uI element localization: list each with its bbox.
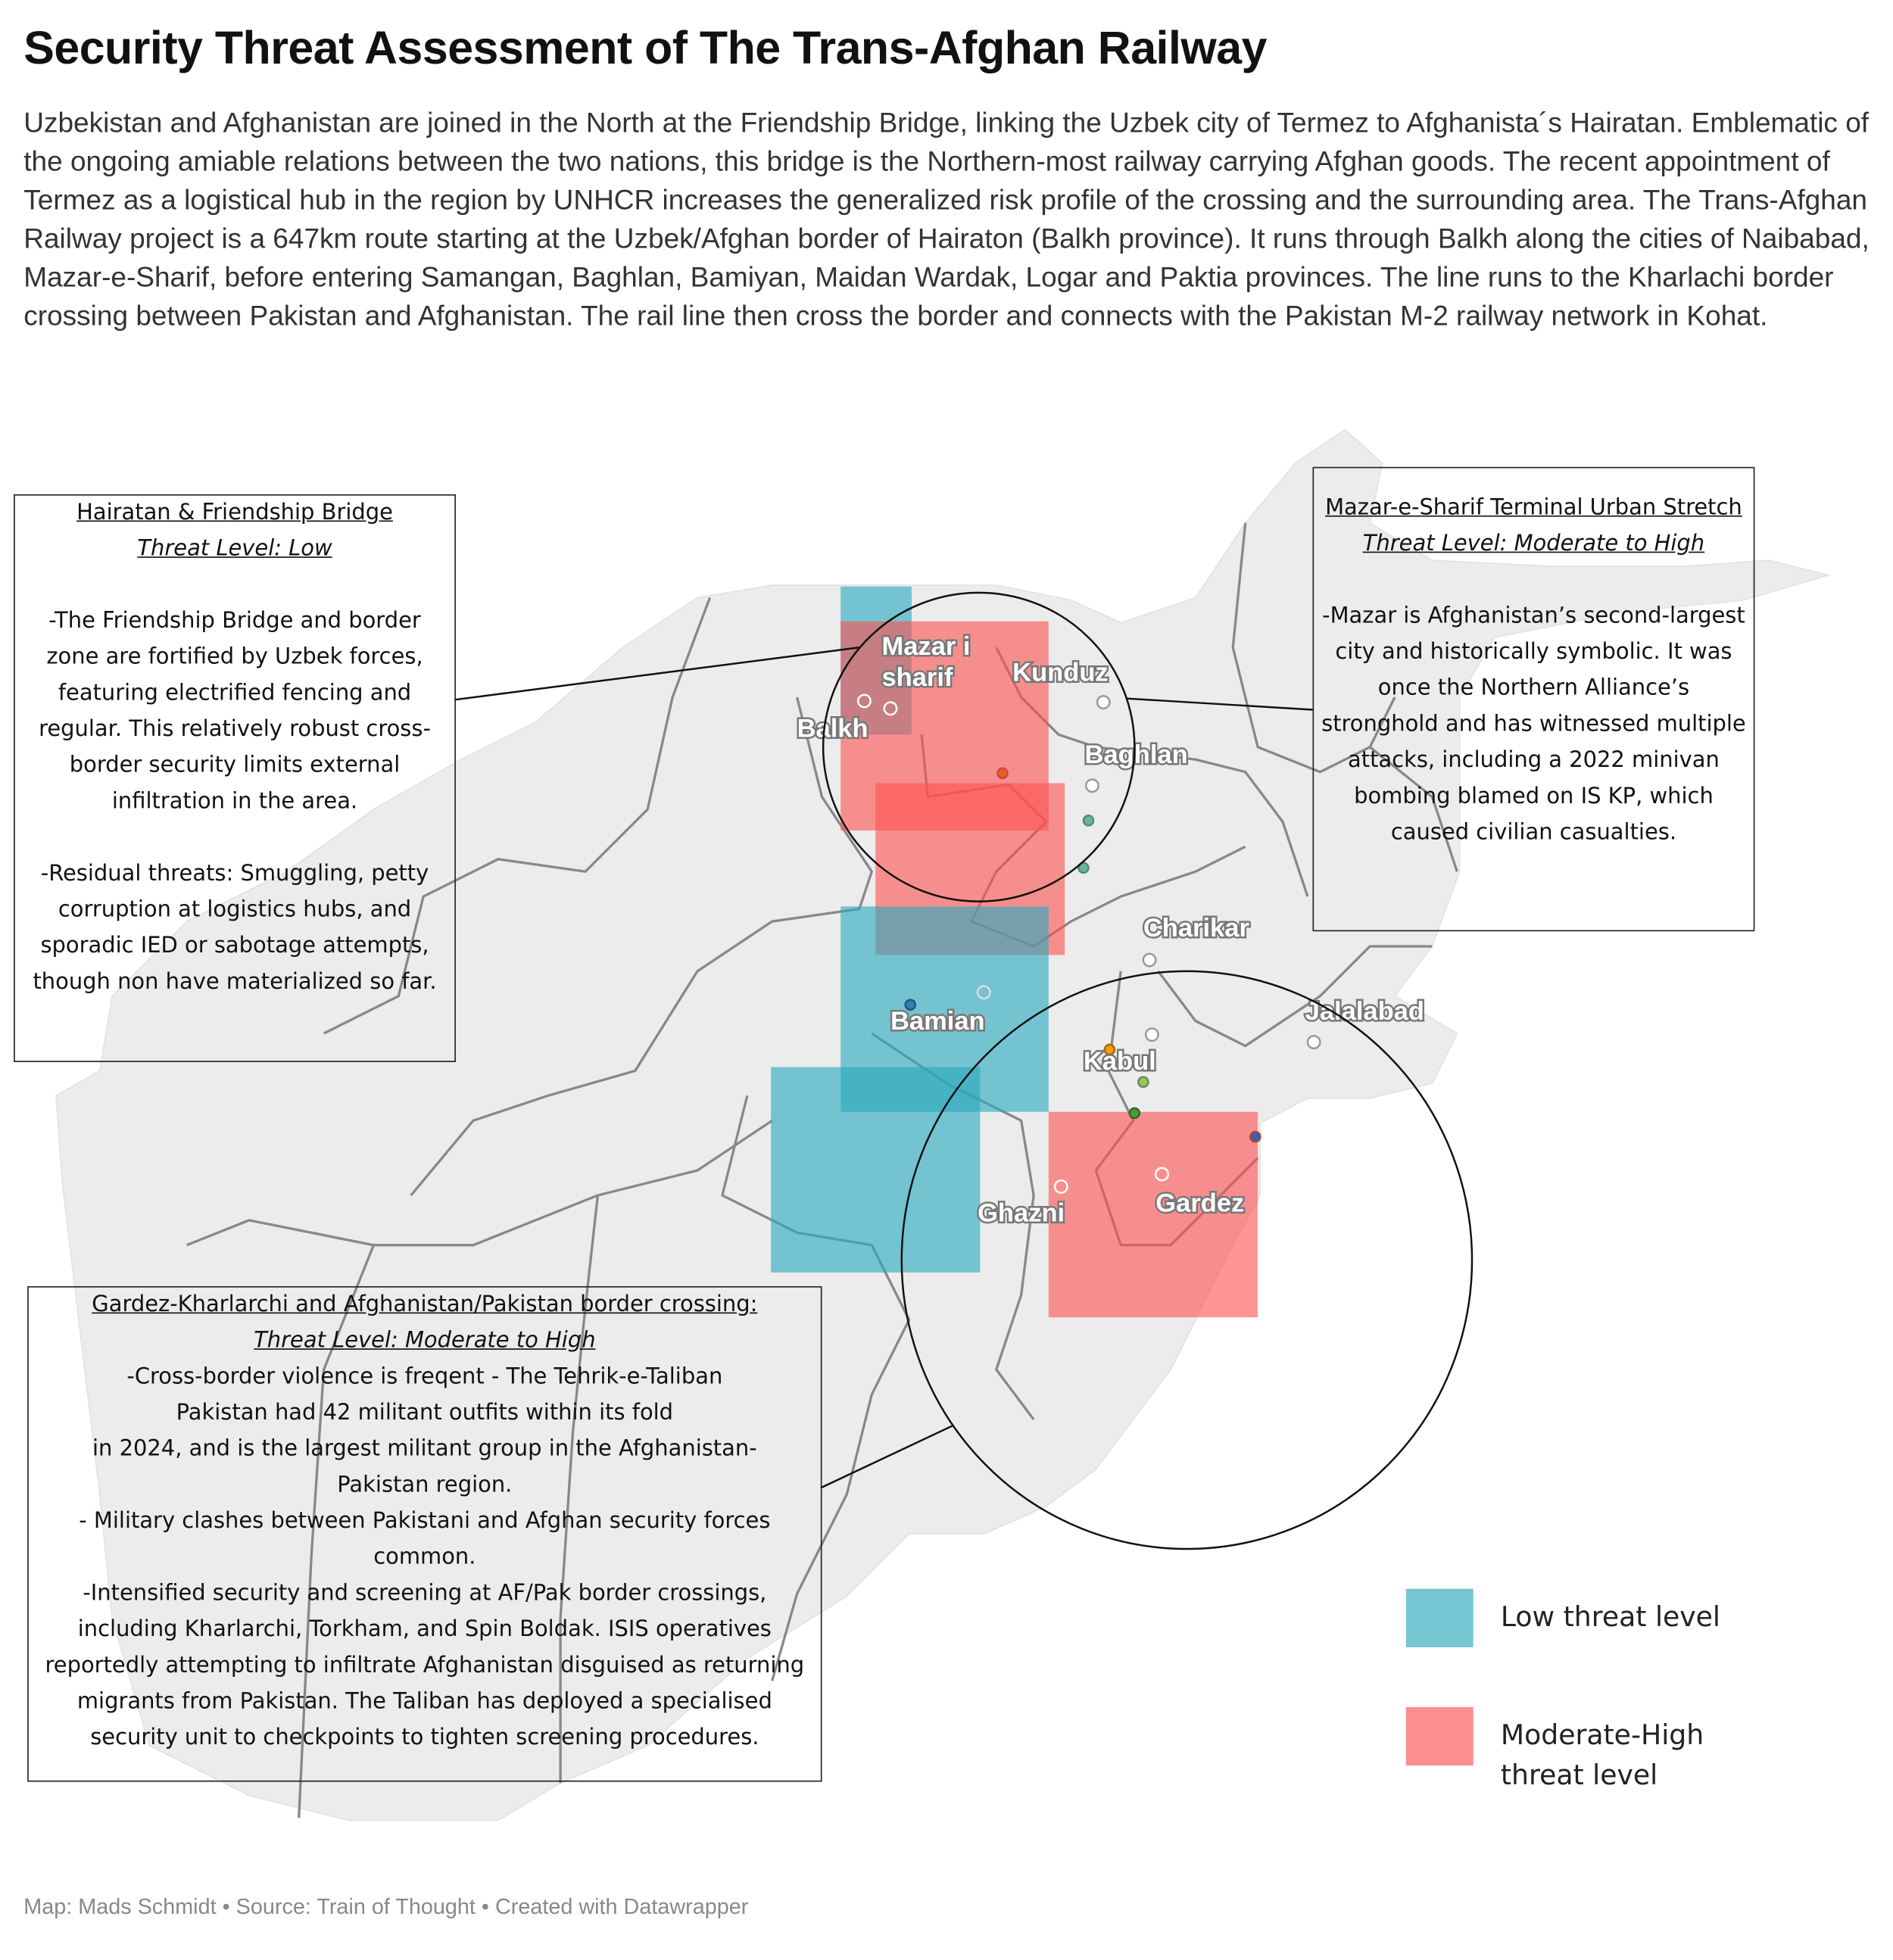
annotation-box-hairatan [14, 494, 456, 1062]
city-label-gardez: Gardez [1155, 1189, 1245, 1218]
annotation-box-mazar [1313, 467, 1755, 931]
city-label-baghlan: Baghlan [1084, 740, 1188, 770]
box-heading: Mazar-e-Sharif Terminal Urban Stretch [1325, 495, 1742, 521]
box-threat-level: Threat Level: Moderate to High [254, 1328, 596, 1354]
legend-swatch-high [1406, 1707, 1474, 1765]
city-label-mazar-1: Mazar i [881, 632, 971, 662]
city-label-jalalabad: Jalalabad [1305, 997, 1424, 1027]
box-text: -Intensified security and screening at AF/Pak border crossings, including Kharlarchi, Torkham, and Spin Boldak. ISIS operatives reportedly attempting to infiltrate Afghanistan disguised as returning migrants from Pakistan. The Taliban has deployed a specialised security unit to checkpoints to tighten screening procedures. [45, 1581, 805, 1751]
box-threat-level: Threat Level: Moderate to High [1362, 531, 1705, 557]
legend-label-low: Low threat level [1500, 1602, 1720, 1634]
legend-label-high: Moderate-High threat level [1500, 1720, 1704, 1792]
box-threat-level: Threat Level: Low [137, 536, 332, 562]
box-text: -Residual threats: Smuggling, petty corruption at logistics hubs, and sporadic IED or sabotage attempts, though non have materialized so far. [33, 862, 437, 996]
city-label-mazar-2: sharif [881, 663, 953, 693]
city-label-charikar: Charikar [1143, 913, 1249, 943]
box-heading: Hairatan & Friendship Bridge [76, 500, 393, 526]
annotation-box-gardez [27, 1286, 822, 1782]
box-text: -The Friendship Bridge and border zone are fortified by Uzbek forces, featuring electrified fencing and regular. This relatively robust cross-border security limits external infiltration in the area. [39, 609, 431, 815]
intro-paragraph: Uzbekistan and Afghanistan are joined in the North at the Friendship Bridge, linking the Uzbek city of Termez to Afghanista´s Hairatan. Emblematic of the ongoing amiable relations between the two nations, this bridge is the Northern-most railway carrying Afghan goods. The recent appointment of Termez as a logistical hub in the region by UNHCR increases the generalized risk profile of the crossing and the surrounding area. The Trans-Afghan Railway project is a 647km route starting at the Uzbek/Afghan border of Hairaton (Balkh province). It runs through Balkh along the cities of Naibabad, Mazar-e-Sharif, before entering Samangan, Baghlan, Bamiyan, Maidan Wardak, Logar and Paktia provinces. The line runs to the Kharlachi border crossing between Pakistan and Afghanistan. The rail line then cross the border and connects with the Pakistan M-2 railway network in Kohat. [23, 107, 1870, 332]
legend-swatch-low [1406, 1589, 1474, 1647]
city-label-bamian: Bamian [890, 1007, 985, 1036]
low-zone-wardak [771, 1067, 980, 1273]
city-label-balkh: Balkh [797, 714, 869, 743]
box-text: - Military clashes between Pakistani and Afghan security forces common. [79, 1509, 771, 1570]
box-text: -Mazar is Afghanistan’s second-largest city and historically symbolic. It was once the Northern Alliance’s stronghold and has witnessed multiple attacks, including a 2022 minivan bombing blamed on IS KP, which caused civilian casualties. [1321, 603, 1746, 846]
city-label-kunduz: Kunduz [1012, 658, 1109, 687]
city-label-ghazni: Ghazni [978, 1198, 1065, 1228]
box-text: in 2024, and is the largest militant group in the Afghanistan-Pakistan region. [92, 1436, 757, 1498]
page-title: Security Threat Assessment of The Trans-Afghan Railway [23, 22, 1267, 74]
box-text: -Cross-border violence is freqent - The Tehrik-e-Taliban Pakistan had 42 militant outfits within its fold [126, 1364, 723, 1426]
box-heading: Gardez-Kharlarchi and Afghanistan/Pakistan border crossing: [92, 1292, 758, 1318]
footer-credits: Map: Mads Schmidt • Source: Train of Thought • Created with Datawrapper [23, 1893, 749, 1919]
city-label-kabul: Kabul [1083, 1046, 1156, 1076]
